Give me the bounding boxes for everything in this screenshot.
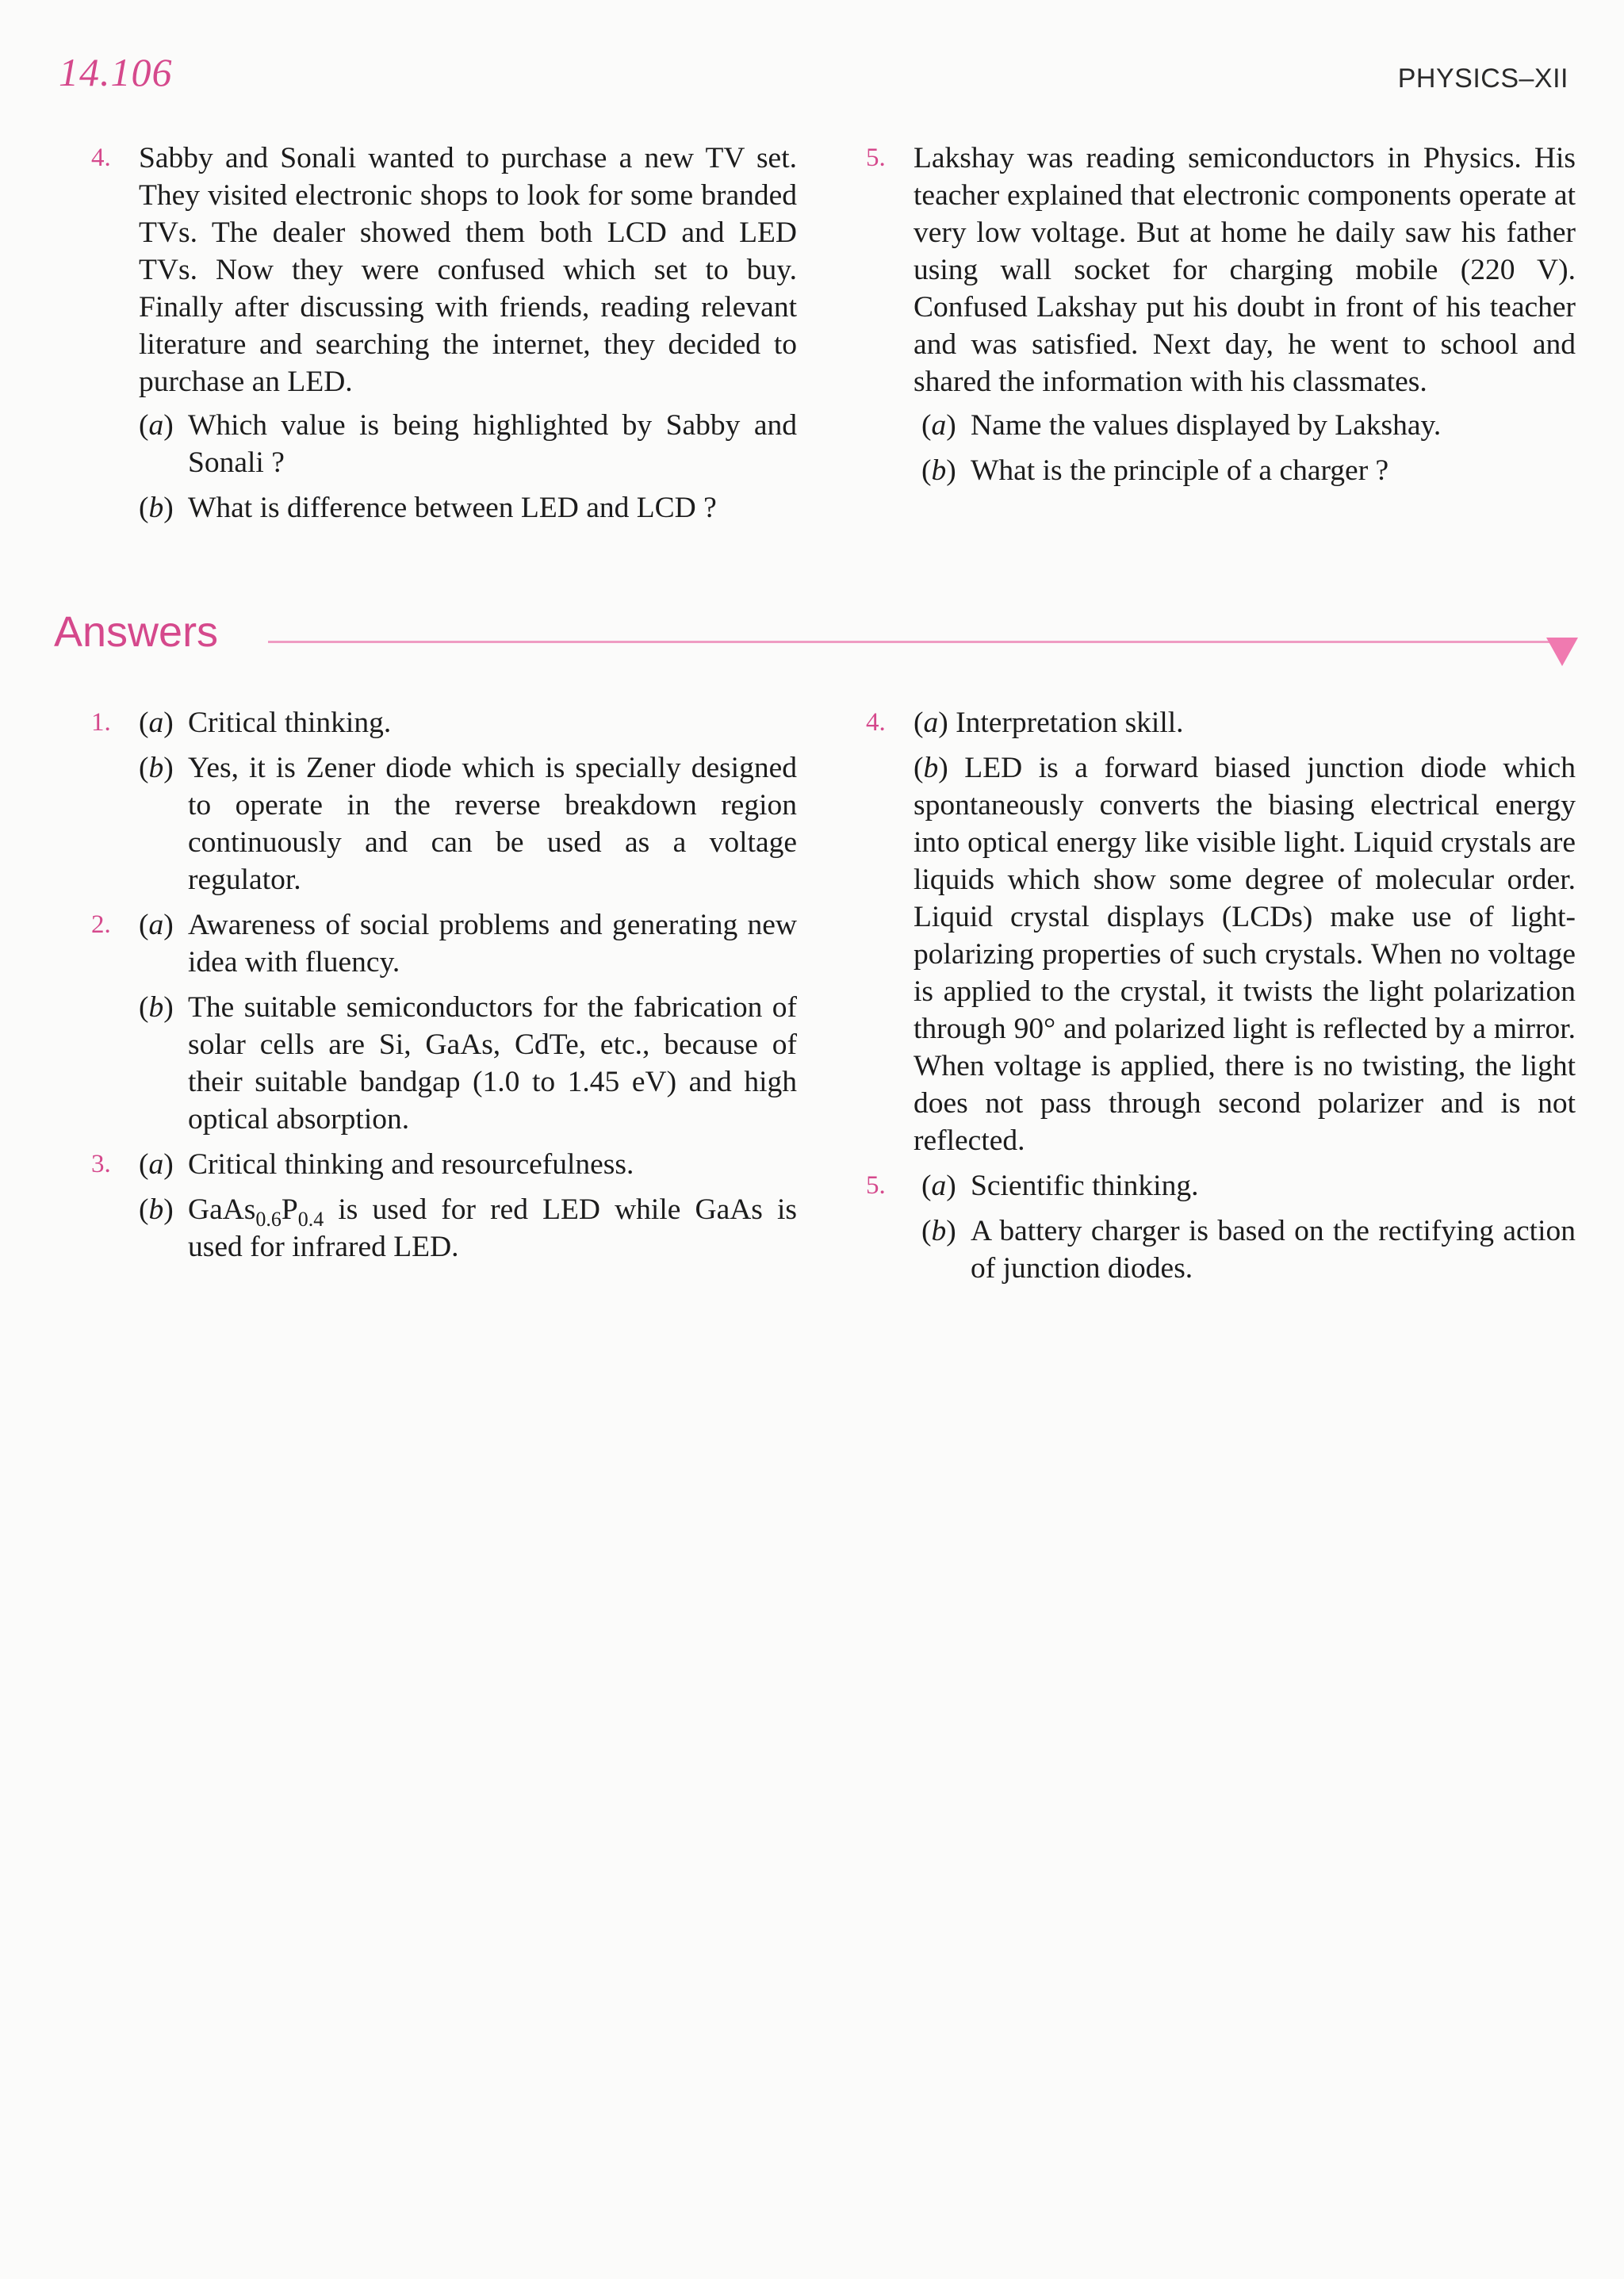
part-text: Scientific thinking. [971, 1170, 1199, 1202]
part-label: a [148, 909, 164, 941]
answer-1 [91, 704, 797, 898]
part-label: b [923, 752, 939, 784]
question-column-right [866, 140, 1576, 497]
answer-3 [91, 1146, 797, 1266]
question-part-b: (b) What is difference between LED and LCD ? [139, 492, 717, 524]
formula-text: $GaAs_{0.6}P_{0.4}$ is used for red LED while GaAs is used for infrared LED. [188, 1193, 797, 1263]
answers-divider [268, 641, 1553, 643]
part-label: b [148, 492, 164, 524]
part-text: What is the principle of a charger ? [971, 454, 1389, 487]
part-label: b [148, 991, 164, 1024]
triangle-marker-icon [1546, 638, 1578, 666]
answer-part-a: (a) Awareness of social problems and generating new idea with fluency. [139, 909, 797, 979]
answers-column-left [91, 704, 797, 1274]
question-number: 5. [866, 144, 886, 172]
answer-number: 5. [866, 1171, 886, 1200]
part-label: b [931, 1215, 947, 1247]
part-text: Critical thinking and resourcefulness. [188, 1148, 634, 1181]
answer-part-b: (b) LED is a forward biased junction diode which spontaneously converts the biasing electrical energy into optical energy like visible light. Liquid crystals are liquids which show some degree of molecular order. Liquid crystal displays (LCDs) make use of light-polarizing properties of such crystals. When no voltage is applied to the crystal, it twists the light polarization through 90° and polarized light is reflected by a mirror. When voltage is applied, there is no twisting, the light does not pass through second polarizer and is not reflected. [914, 752, 1576, 1157]
answer-part-b: (b) A battery charger is based on the rectifying action of junction diodes. [921, 1215, 1576, 1285]
part-label: b [148, 752, 164, 784]
part-label: a [148, 1148, 164, 1181]
part-text: Name the values displayed by Lakshay. [971, 409, 1442, 442]
answer-part-b: (b) The suitable semiconductors for the fabrication of solar cells are Si, GaAs, CdTe, etc., because of their suitable bandgap (1.0 to 1.45 eV) and high optical absorption. [139, 991, 797, 1136]
part-label: b [148, 1193, 164, 1226]
question-number: 4. [91, 144, 111, 172]
question-5 [866, 140, 1576, 489]
part-text: A battery charger is based on the rectifying action of junction diodes. [971, 1215, 1576, 1285]
answer-2 [91, 906, 797, 1138]
answer-part-a: (a) Critical thinking. [139, 707, 392, 739]
part-label: a [923, 707, 939, 739]
answer-number: 2. [91, 910, 111, 939]
answer-5 [866, 1167, 1576, 1287]
answers-heading: Answers [54, 608, 219, 656]
part-label: a [148, 409, 164, 442]
part-text: LED is a forward biased junction diode which spontaneously converts the biasing electrical energy into optical energy like visible light. Liquid crystals are liquids which show some degree of molecular order. Liquid crystal displays (LCDs) make use of light-polarizing properties of such crystals. When no voltage is applied to the crystal, it twists the light polarization through 90° and polarized light is reflected by a mirror. When voltage is applied, there is no twisting, the light does not pass through second polarizer and is not reflected. [914, 752, 1576, 1157]
part-label: a [148, 707, 164, 739]
page-number: 14.106 [59, 50, 173, 94]
answer-part-b: (b) $GaAs_{0.6}P_{0.4}$ is used for red LED while GaAs is used for infrared LED. [139, 1193, 797, 1263]
question-column-left [91, 140, 797, 534]
answer-number: 4. [866, 708, 886, 737]
part-label: b [931, 454, 947, 487]
part-text: Interpretation skill. [956, 707, 1184, 739]
part-label: a [931, 409, 947, 442]
running-head: PHYSICS–XII [1397, 63, 1568, 94]
answer-part-a: (a) Interpretation skill. [914, 707, 1184, 739]
part-label: a [931, 1170, 947, 1202]
answer-part-b: (b) Yes, it is Zener diode which is specially designed to operate in the reverse breakdown region continuously and can be used as a voltage regulator. [139, 752, 797, 896]
question-text: Lakshay was reading semiconductors in Physics. His teacher explained that electronic components operate at very low voltage. But at home he daily saw his father using wall socket for charging mobile (220 V). Confused Lakshay put his doubt in front of his teacher and was satisfied. Next day, he went to school and shared the information with his classmates. [914, 142, 1576, 398]
question-text: Sabby and Sonali wanted to purchase a new TV set. They visited electronic shops to look for some branded TVs. The dealer showed them both LCD and LED TVs. Now they were confused which set to buy. Finally after discussing with friends, reading relevant literature and searching the internet, they decided to purchase an LED. [139, 142, 797, 398]
answer-number: 3. [91, 1150, 111, 1178]
part-text: The suitable semiconductors for the fabrication of solar cells are Si, GaAs, CdTe, etc., because of their suitable bandgap (1.0 to 1.45 eV) and high optical absorption. [188, 991, 797, 1136]
part-text: Critical thinking. [188, 707, 392, 739]
answers-column-right [866, 704, 1576, 1295]
question-4 [91, 140, 797, 527]
answer-part-a: (a) Critical thinking and resourcefulness. [139, 1148, 634, 1181]
answer-part-a: (a) Scientific thinking. [921, 1170, 1199, 1202]
part-text: Awareness of social problems and generating new idea with fluency. [188, 909, 797, 979]
part-text: Yes, it is Zener diode which is specially designed to operate in the reverse breakdown region continuously and can be used as a voltage regulator. [188, 752, 797, 896]
answer-number: 1. [91, 708, 111, 737]
question-part-a: (a) Name the values displayed by Lakshay. [921, 409, 1442, 442]
part-text: What is difference between LED and LCD ? [188, 492, 717, 524]
answer-4 [866, 704, 1576, 1159]
part-text: Which value is being highlighted by Sabby and Sonali ? [188, 409, 797, 479]
question-part-a: (a) Which value is being highlighted by Sabby and Sonali ? [139, 409, 797, 479]
question-part-b: (b) What is the principle of a charger ? [921, 454, 1389, 487]
